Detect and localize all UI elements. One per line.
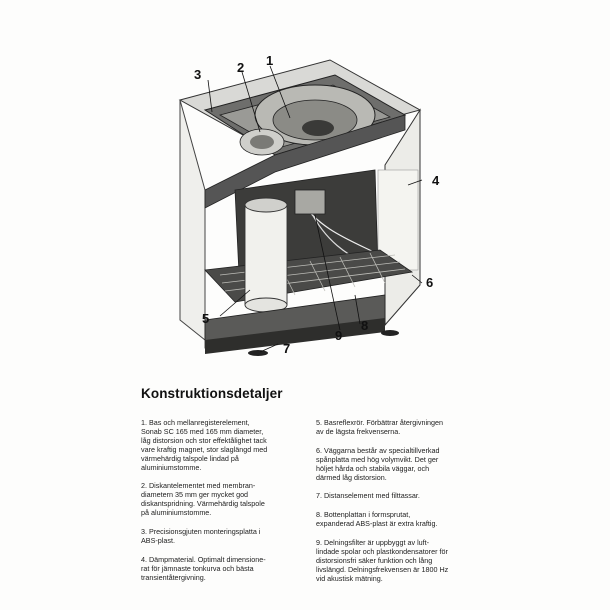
detail-item-2: 2. Diskantelementet med membran- diametern 35 mm ger mycket god diskantspridning. Värmehärdig talspole på aluminiumstomme. [141, 481, 265, 518]
details-column-left [141, 419, 311, 593]
detail-item-8: 8. Bottenplattan i formsprutat, expanderad ABS-plast är extra kraftig. [316, 510, 438, 529]
detail-item-4: 4. Dämpmaterial. Optimalt dimensione- rat för jämnaste tonkurva och bästa transientåtergivning. [141, 554, 266, 582]
bass-reflex-tube [245, 205, 287, 305]
detail-item-9: 9. Delningsfilter är uppbyggt av luft- lindade spolar och plastkondensatorer för distorsionsfri säker funktion och lång livslängd. Delningsfrekvensen är 1800 Hz vid akustisk mätning. [316, 538, 449, 583]
speaker-cutaway-illustration [150, 40, 450, 370]
detail-item-7: 7. Distanselement med filttassar. [316, 491, 420, 501]
bottom-plate [205, 250, 412, 302]
callout-9: 9 [335, 328, 343, 343]
detail-item-5: 5. Basreflexrör. Förbättrar återgivningen av de lägsta frekvenserna. [316, 418, 444, 436]
page-title: Konstruktionsdetaljer [141, 386, 283, 401]
callout-5: 5 [202, 311, 210, 326]
detail-item-6: 6. Väggarna består av specialtillverkad spånplatta med hög volymvikt. Det ger höljet hårda och stabila väggar, och därmed låg distorsion. [316, 445, 440, 482]
spacer-foot [248, 350, 268, 356]
callout-1: 1 [266, 53, 274, 68]
callout-7: 7 [283, 341, 291, 356]
cabinet-left-side [180, 100, 205, 340]
detail-item-1: 1. Bas och mellanregisterelement, Sonab SC 165 med 165 mm diameter, låg distorsion och stor effektålighet tack vare kraftig magnet, stor slaglängd med värmehärdig talspole lindad på aluminiumstomme. [141, 418, 268, 472]
detail-item-3: 3. Precisionsgjuten monteringsplatta i ABS-plast. [141, 527, 261, 545]
crossover-filter [295, 190, 325, 214]
details-column-right [316, 419, 486, 594]
callout-4: 4 [432, 173, 440, 188]
callout-6: 6 [426, 275, 434, 290]
callout-8: 8 [361, 318, 369, 333]
callout-3: 3 [194, 67, 202, 82]
callout-2: 2 [237, 60, 245, 75]
